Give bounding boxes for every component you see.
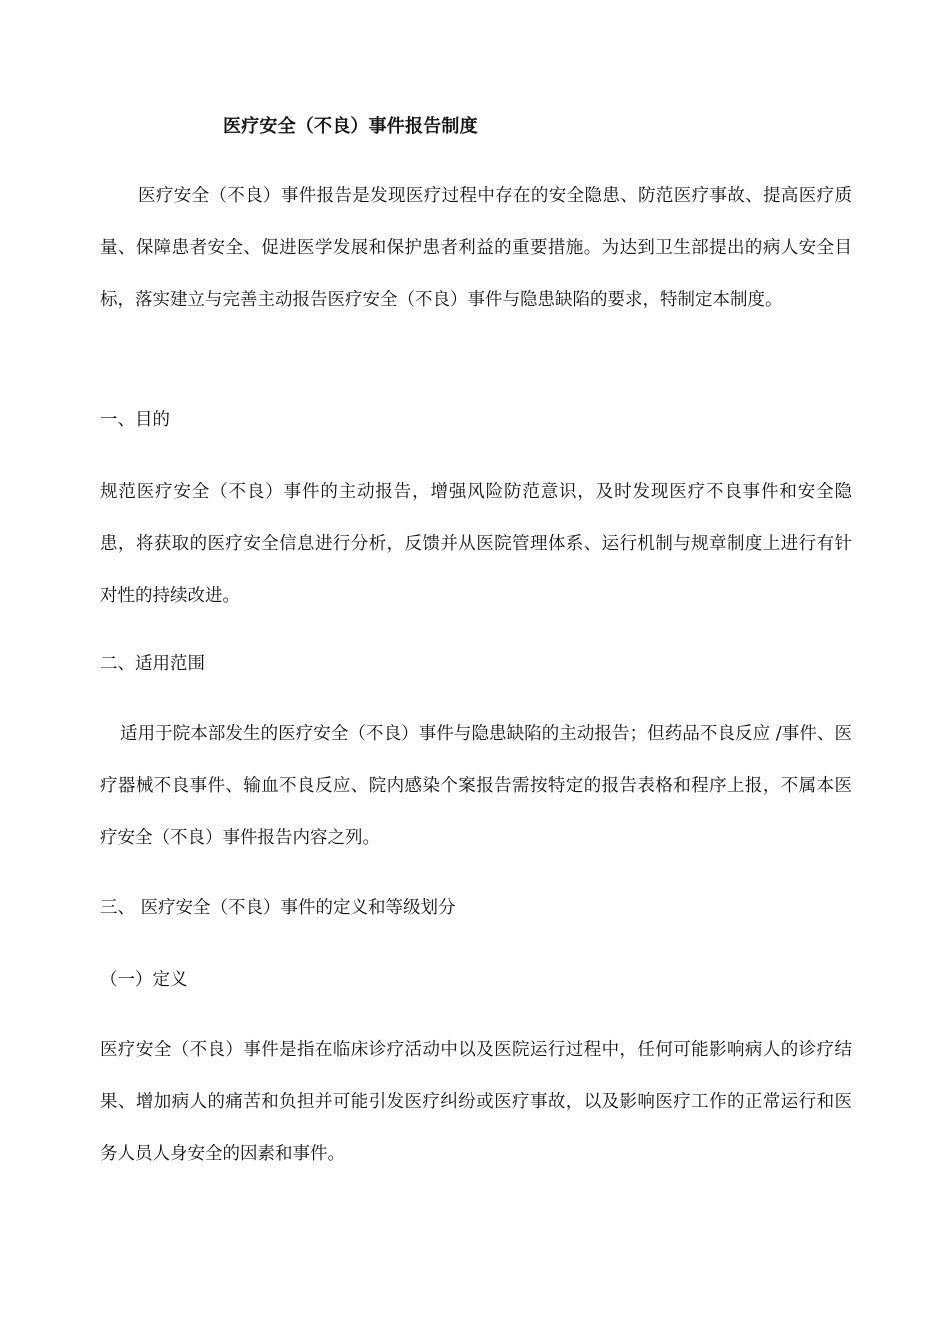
subsection-heading-definition: （一）定义: [100, 970, 188, 990]
section-heading-purpose: 一、目的: [100, 410, 170, 430]
section-heading-scope: 二、适用范围: [100, 654, 205, 674]
document-title: 医疗安全（不良）事件报告制度: [223, 116, 478, 137]
scope-paragraph: 适用于院本部发生的医疗安全（不良）事件与隐患缺陷的主动报告；但药品不良反应 /事件、医疗器械不良事件、输血不良反应、院内感染个案报告需按特定的报告表格和程序上报，不属本医疗安全（不良）事件报告内容之列。: [100, 724, 852, 848]
intro-paragraph: 医疗安全（不良）事件报告是发现医疗过程中存在的安全隐患、防范医疗事故、提高医疗质量、保障患者安全、促进医学发展和保护患者利益的重要措施。为达到卫生部提出的病人安全目标，落实建立与完善主动报告医疗安全（不良）事件与隐患缺陷的要求，特制定本制度。: [100, 186, 852, 310]
section-heading-definition-and-levels: 三、 医疗安全（不良）事件的定义和等级划分: [100, 898, 456, 918]
purpose-paragraph: 规范医疗安全（不良）事件的主动报告，增强风险防范意识，及时发现医疗不良事件和安全隐患，将获取的医疗安全信息进行分析，反馈并从医院管理体系、运行机制与规章制度上进行有针对性的持续改进。: [100, 482, 852, 606]
definition-paragraph: 医疗安全（不良）事件是指在临床诊疗活动中以及医院运行过程中，任何可能影响病人的诊疗结果、增加病人的痛苦和负担并可能引发医疗纠纷或医疗事故，以及影响医疗工作的正常运行和医务人员人身安全的因素和事件。: [100, 1040, 852, 1164]
